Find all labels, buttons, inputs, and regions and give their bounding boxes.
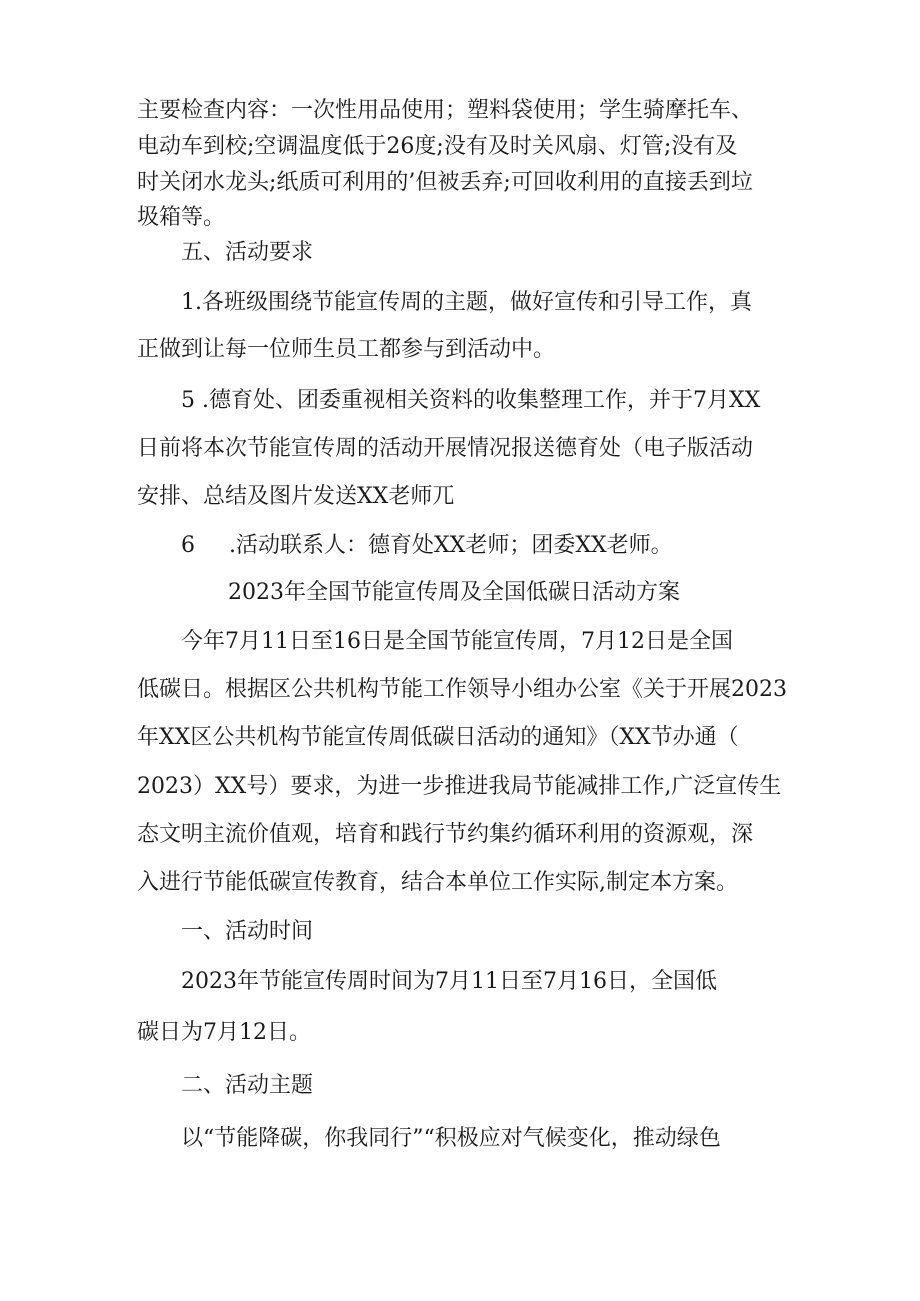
paragraph-line: 入进行节能低碳宣传教育，结合本单位工作实际,制定本方案。 xyxy=(137,870,738,895)
section-heading: 五、活动要求 xyxy=(181,240,314,265)
paragraph-line: 以“节能降碳，你我同行”“积极应对气候变化，推动绿色 xyxy=(181,1126,721,1151)
document-title: 2023年全国节能宣传周及全国低碳日活动方案 xyxy=(228,580,680,605)
paragraph-line xyxy=(181,531,673,561)
paragraph-line: 安排、总结及图片发送XX老师兀 xyxy=(137,484,455,509)
list-number: 6 xyxy=(181,533,195,558)
paragraph-text: .活动联系人：德育处XX老师；团委XX老师。 xyxy=(229,533,673,558)
paragraph-line: 今年7月11日至16日是全国节能宣传周，7月12日是全国 xyxy=(181,629,733,654)
paragraph-line: 正做到让每一位师生员工都参与到活动中。 xyxy=(137,337,556,362)
paragraph-line: 低碳日。根据区公共机构节能工作领导小组办公室《关于开展2023 xyxy=(137,677,787,702)
section-heading: 一、活动时间 xyxy=(181,919,314,944)
paragraph-line: 年XX区公共机构节能宣传周低碳日活动的通知》（XX节办通（ xyxy=(137,725,739,750)
paragraph-line: 5 .德育处、团委重视相关资料的收集整理工作，并于7月XX xyxy=(181,388,761,413)
paragraph-line: 主要检查内容：一次性用品使用；塑料袋使用；学生骑摩托车、 xyxy=(137,98,754,123)
paragraph-line: 时关闭水龙头;纸质可利用的’但被丢弃;可回收利用的直接丢到垃 xyxy=(137,170,753,195)
paragraph-line: 圾箱等。 xyxy=(137,205,226,230)
paragraph-line: 1.各班级围绕节能宣传周的主题，做好宣传和引导工作，真 xyxy=(181,290,752,315)
paragraph-line: 电动车到校;空调温度低于26度;没有及时关风扇、灯管;没有及 xyxy=(137,134,738,159)
paragraph-line: 2023年节能宣传周时间为7月11日至7月16日，全国低 xyxy=(181,969,717,994)
paragraph-line: 碳日为7月12日。 xyxy=(137,1020,311,1045)
paragraph-line: 2023）XX号）要求，为进一步推进我局节能减排工作,广泛宣传生 xyxy=(137,774,782,799)
paragraph-line: 日前将本次节能宣传周的活动开展情况报送德育处（电子版活动 xyxy=(137,436,754,461)
paragraph-line: 态文明主流价值观，培育和践行节约集约循环利用的资源观，深 xyxy=(137,822,754,847)
section-heading: 二、活动主题 xyxy=(181,1073,314,1098)
